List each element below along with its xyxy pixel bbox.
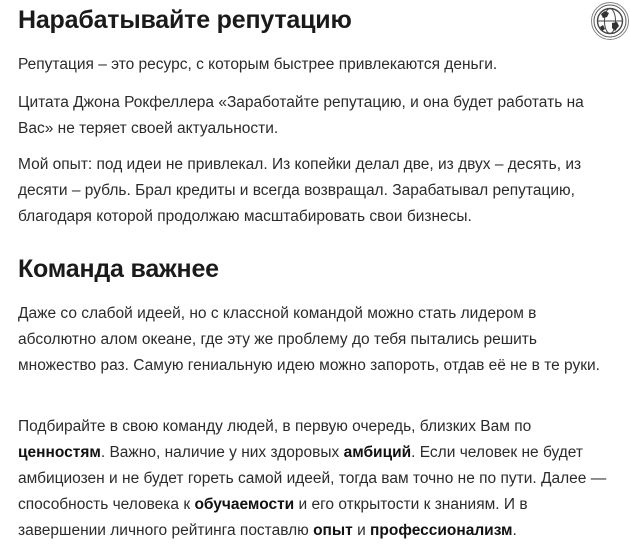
- text-run: .: [512, 522, 517, 539]
- paragraph: Репутация – это ресурс, с которым быстрее привлекаются деньги.: [18, 56, 498, 73]
- globe-seal-svg: [592, 3, 628, 39]
- paragraph-team: Даже со слабой идеей, но с классной командой можно стать лидером в абсолютно алом океане, где эту же проблему до тебя пытались решить множество раз. Самую гениальную идею можно запороть, отдав её не в те руки.: [18, 305, 600, 374]
- text-run: и: [352, 522, 371, 539]
- section-heading-team: Команда важнее: [18, 255, 219, 283]
- bold-learnability: обучаемости: [194, 496, 295, 513]
- text-run: . Важно, наличие у них здоровых: [100, 444, 344, 461]
- section-heading-reputation: Нарабатывайте репутацию: [18, 6, 352, 34]
- paragraph-experience: Мой опыт: под идеи не привлекал. Из копейки делал две, из двух – десять, из десяти – рубль. Брал кредиты и всегда возвращал. Зарабатывал репутацию, благодаря которой продолжаю масштабировать свои бизнесы.: [18, 156, 582, 225]
- text-run: . Если человек не будет амбициозен и не будет гореть самой идеей, тогда вам точно не по пути. Далее — способность человека к: [18, 444, 607, 513]
- bold-experience: опыт: [313, 522, 353, 539]
- paragraph-rockefeller-quote: Цитата Джона Рокфеллера «Заработайте репутацию, и она будет работать на Вас» не теряет своей актуальности.: [18, 94, 584, 137]
- paragraph-team-selection: [18, 414, 616, 544]
- bold-values: ценностям: [18, 444, 101, 461]
- bold-professionalism: профессионализм: [370, 522, 513, 539]
- bold-ambitions: амбиций: [343, 444, 412, 461]
- globe-seal-logo-icon: [591, 2, 629, 40]
- text-run: Подбирайте в свою команду людей, в первую очередь, близких Вам по: [18, 418, 532, 435]
- text-run: и его открытости к знаниям. И в завершении личного рейтинга поставлю: [18, 496, 528, 539]
